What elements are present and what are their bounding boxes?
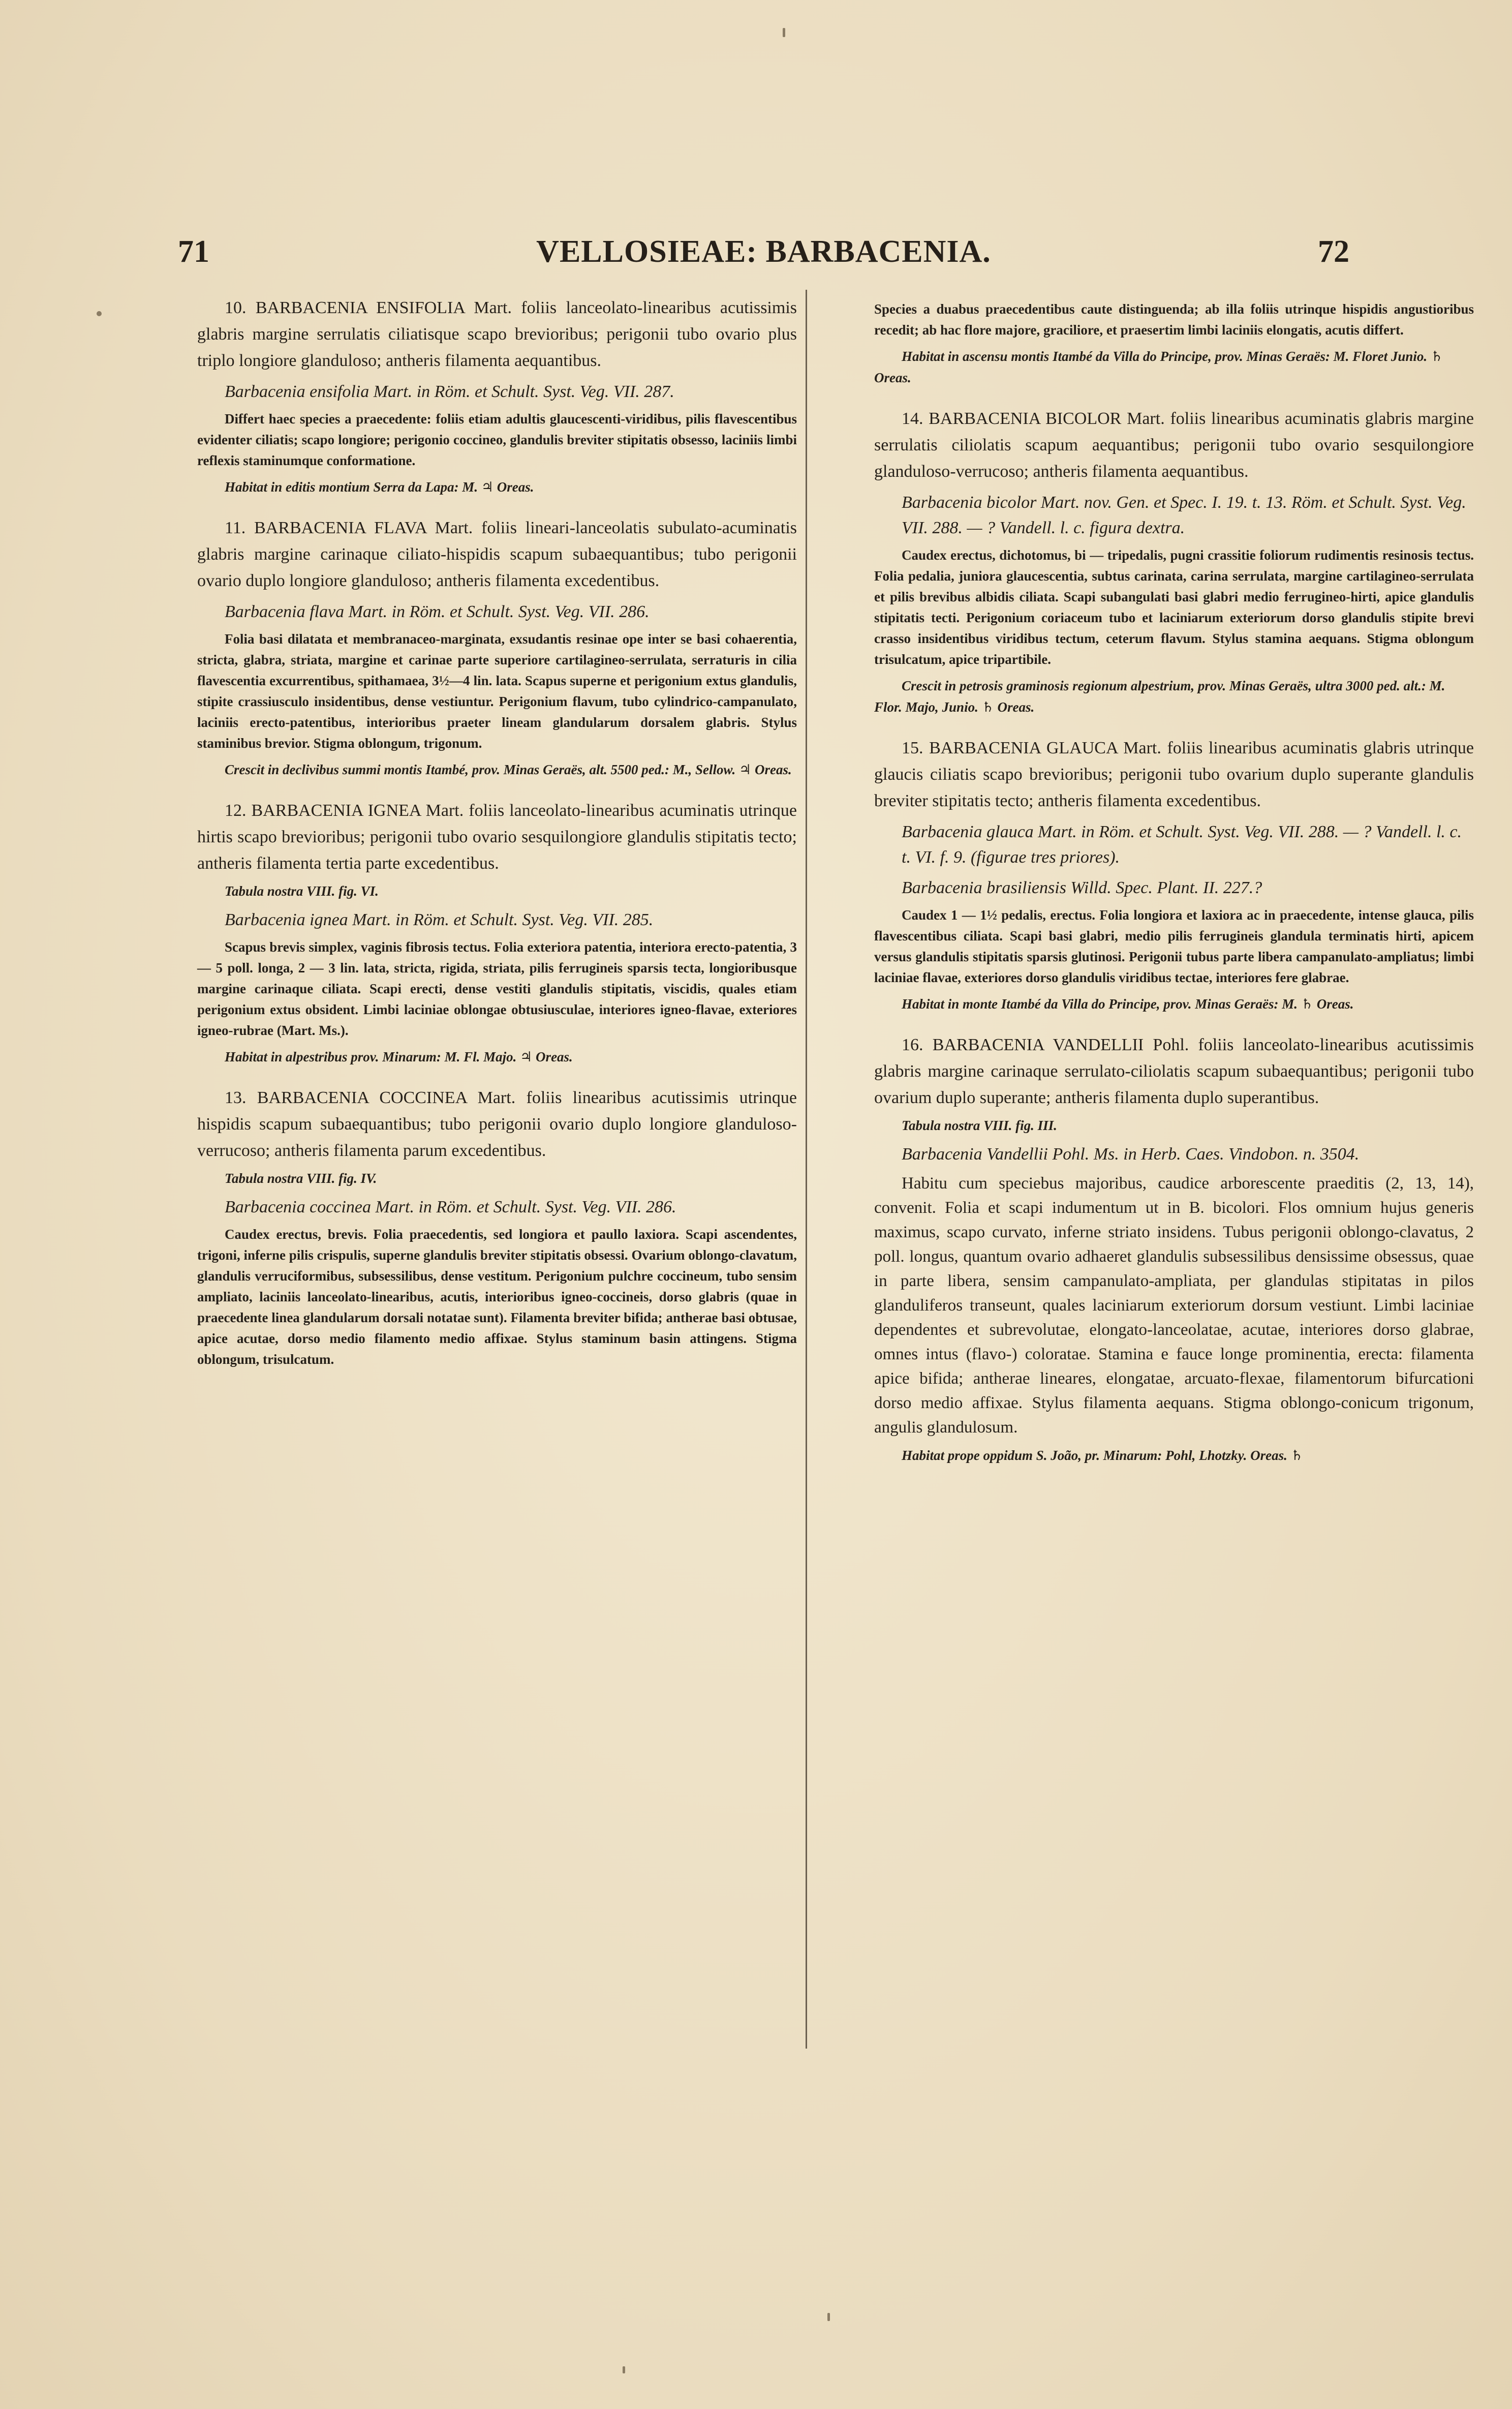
species-description: Folia basi dilatata et membranaceo-marginata, exsudantis resinae ope inter se basi cohaerentia, stricta, glabra, striata, margine et carinae parte superiore cartilagineo-serrulata, serraturis in cilia flavescentia excurrentibus, spithamaea, 3½—4 lin. lata. Scapus superne et perigonium extus glandulis, stipite crassiusculo insidentibus, dense vestiuntur. Perigonium flavum, tubo cylindrico-campanulato, laciniis erecto-patentibus, interioribus praeter lineam glandularum dorsalem glabris. Stylus staminibus brevior. Stigma oblongum, trigonum. [197,631,797,751]
species-habitat: Habitat in editis montium Serra da Lapa: M. ♃ Oreas. [225,479,534,495]
species-reference: Barbacenia brasiliensis Willd. Spec. Plant. II. 227.? [902,878,1262,897]
species-entry-13 [197,1085,797,1370]
species-entry-10 [197,295,797,498]
running-head: VELLOSIEAE: BARBACENIA. [536,234,991,269]
species-diagnosis: 16. BARBACENIA VANDELLII Pohl. foliis lanceolato-linearibus acutissimis glabris margine carinaque serrulato-ciliolatis scapum subaequantibus; perigonii tubo ovarium duplo superante; antheris filamenta duplo superantibus. [874,1035,1474,1107]
species-reference: Barbacenia bicolor Mart. nov. Gen. et Spec. I. 19. t. 13. Röm. et Schult. Syst. Veg. VII. 288. — ? Vandell. l. c. figura dextra. [902,493,1466,537]
species-reference: Barbacenia glauca Mart. in Röm. et Schult. Syst. Veg. VII. 288. — ? Vandell. l. c. t. VI. f. 9. (figurae tres priores). [902,822,1462,867]
species-description: Scapus brevis simplex, vaginis fibrosis tectus. Folia exteriora patentia, interiora erecto-patentia, 3 — 5 poll. longa, 2 — 3 lin. lata, stricta, rigida, striata, pilis ferrugineis sparsis tecta, longioribusque margine carinaque ciliata. Scapi erecti, dense vestiti glandulis stipitatis, viscidis, quales etiam perigonium extus obsident. Limbi laciniae oblongae obtusiusculae, interiores igneo-flavae, exteriores igneo-rubrae (Mart. Ms.). [197,939,797,1038]
plate-reference: Tabula nostra VIII. fig. III. [902,1118,1057,1133]
paper-speck [827,2313,830,2321]
page-number-left: 71 [178,234,209,269]
species-diagnosis: 11. BARBACENIA FLAVA Mart. foliis lineari-lanceolatis subulato-acuminatis glabris margine carinaque ciliato-hispidis scapum subaequantibus; tubo perigonii ovario duplo longiore glanduloso; antheris filamenta excedentibus. [197,519,797,590]
species-diagnosis: 14. BARBACENIA BICOLOR Mart. foliis linearibus acuminatis glabris margine serrulatis ciliolatis scapum aequantibus; perigonii tubo ovario sesquilongiore glanduloso-verrucoso; antheris filamenta aequantibus. [874,409,1474,481]
paper-speck [623,2366,625,2373]
species-reference: Barbacenia flava Mart. in Röm. et Schult. Syst. Veg. VII. 286. [225,602,650,621]
species-description: Differt haec species a praecedente: foliis etiam adultis glaucescenti-viridibus, pilis flavescentibus evidenter ciliatis; scapo longiore; perigonio coccineo, glandulis breviter stipitatis obsesso, laciniis limbi reflexis staminumque conformatione. [197,411,797,468]
plate-reference: Tabula nostra VIII. fig. IV. [225,1171,377,1186]
species-habitat: Crescit in petrosis graminosis regionum alpestrium, prov. Minas Geraës, ultra 3000 ped. alt.: M. Flor. Majo, Junio. ♄ Oreas. [874,678,1445,715]
species-entry-12 [197,798,797,1068]
species-description-continued: Species a duabus praecedentibus caute distinguenda; ab illa foliis utrinque hispidis angustioribus recedit; ab hac flore majore, graciliore, et praesertim limbi laciniis elongatis, acutis differt. [874,301,1474,338]
page-header [178,234,1349,275]
species-reference: Barbacenia Vandellii Pohl. Ms. in Herb. Caes. Vindobon. n. 3504. [902,1145,1360,1164]
column-divider [806,290,807,2049]
species-habitat: Habitat prope oppidum S. João, pr. Minarum: Pohl, Lhotzky. Oreas. ♄ [902,1448,1303,1463]
plate-reference: Tabula nostra VIII. fig. VI. [225,883,379,899]
species-habitat: Habitat in alpestribus prov. Minarum: M. Fl. Majo. ♃ Oreas. [225,1049,573,1064]
species-description: Caudex erectus, dichotomus, bi — tripedalis, pugni crassitie foliorum rudimentis resinosis tectus. Folia pedalia, juniora glaucescentia, subtus carinata, carina serrulata, margine cartilagineo-serrulata et pilis brevibus albidis ciliata. Scapi subangulati basi glabri medio ferrugineo-hirti, apice glandulis stipitatis tecti. Perigonium coriaceum tubo et laciniarum exteriorum dorso glandulis stipite brevi crasso insidentibus viridibus tectum, ceterum flavum. Stylus stamina aequans. Stigma oblongum trisulcatum, apice tripartibile. [874,547,1474,667]
species-reference: Barbacenia coccinea Mart. in Röm. et Schult. Syst. Veg. VII. 286. [225,1198,676,1216]
species-description: Habitu cum speciebus majoribus, caudice arborescente praeditis (2, 13, 14), convenit. Folia et scapi indumentum ut in B. bicolori. Flos omnium hujus generis maximus, scapo curvato, inferne striato insidens. Tubus perigonii oblongo-clavatus, 2 poll. longus, quantum ovario adhaeret glandulis subsessilibus densissime obsessus, quae in parte libera, sensim campanulato-ampliata, per glandulas stipitatas in pilos glanduliferos transeunt, quales laciniarum exteriorum dorsum vestiunt. Limbi laciniae dependentes et subrevolutae, elongato-lanceolatae, acutae, interiores dorso glabrae, omnes intus (flavo-) coloratae. Stamina e fauce longe prominentia, erecta: filamenta apice bifida; antherae lineares, elongatae, arcuato-flexae, filamentorum bifurcationi dorso medio affixae. Stylus filamenta aequans. Stigma oblongo-conicum trigonum, angulis glandulosum. [874,1174,1474,1437]
species-habitat: Crescit in declivibus summi montis Itambé, prov. Minas Geraës, alt. 5500 ped.: M., Sellow. ♃ Oreas. [225,762,792,777]
species-habitat: Habitat in monte Itambé da Villa do Principe, prov. Minas Geraës: M. ♄ Oreas. [902,996,1354,1012]
paper-speck [783,28,785,37]
left-column [197,295,797,1387]
species-diagnosis: 10. BARBACENIA ENSIFOLIA Mart. foliis lanceolato-linearibus acutissimis glabris margine serrulatis ciliatisque scapo brevioribus; perigonii tubo ovario plus triplo longiore glanduloso; antheris filamenta aequantibus. [197,298,797,370]
paper-speck [97,311,102,316]
species-habitat: Habitat in ascensu montis Itambé da Villa do Principe, prov. Minas Geraës: M. Floret Junio. ♄ Oreas. [874,349,1443,385]
species-description: Caudex erectus, brevis. Folia praecedentis, sed longiora et paullo laxiora. Scapi ascendentes, trigoni, inferne pilis crispulis, superne glandulis breviter stipitatis obsessi. Ovarium oblongo-clavatum, glandulis verruciformibus, subsessilibus, dense vestitum. Perigonium pulchre coccineum, tubo sensim ampliato, laciniis lanceolato-linearibus, acutis, interioribus igneo-coccineis, dorso glabris (quae in praecedente linea glandularum dorsali notatae sunt). Filamenta breviter bifida; antherae basi obtusae, apice acutae, dorso medio filamento medio affixae. Stylus staminum basin attingens. Stigma oblongum, trisulcatum. [197,1227,797,1367]
species-diagnosis: 12. BARBACENIA IGNEA Mart. foliis lanceolato-linearibus acuminatis utrinque hirtis scapo brevioribus; perigonii tubo ovario sesquilongiore glandulis stipitatis tecto; antheris filamenta tertia parte excedentibus. [197,801,797,873]
right-column [874,295,1474,1483]
species-entry-13-continued [874,299,1474,388]
page-number-right: 72 [1318,234,1349,269]
species-reference: Barbacenia ignea Mart. in Röm. et Schult. Syst. Veg. VII. 285. [225,910,654,929]
species-entry-16 [874,1032,1474,1466]
species-entry-14 [874,406,1474,718]
species-entry-15 [874,735,1474,1015]
species-diagnosis: 15. BARBACENIA GLAUCA Mart. foliis linearibus acuminatis glabris utrinque glaucis ciliatis scapo brevioribus; perigonii tubo ovarium duplo superante glandulis breviter stipitatis tecto; antheris filamenta excedentibus. [874,739,1474,810]
species-diagnosis: 13. BARBACENIA COCCINEA Mart. foliis linearibus acutissimis utrinque hispidis scapum subaequantibus; tubo perigonii ovario duplo longiore glanduloso-verrucoso; antheris filamenta parum excedentibus. [197,1088,797,1160]
species-reference: Barbacenia ensifolia Mart. in Röm. et Schult. Syst. Veg. VII. 287. [225,382,674,401]
species-description: Caudex 1 — 1½ pedalis, erectus. Folia longiora et laxiora ac in praecedente, intense glauca, pilis flavescentibus ciliata. Scapi basi glabri, medio pilis ferrugineis glandula terminatis hirti, apicem versus glandulis stipitatis sparsis glutinosi. Perigonii tubus parte libera campanulato-ampliatus; limbi laciniae flavae, exteriores dorso glandulis viridibus tectae, interiores fere glabrae. [874,907,1474,985]
species-entry-11 [197,515,797,780]
